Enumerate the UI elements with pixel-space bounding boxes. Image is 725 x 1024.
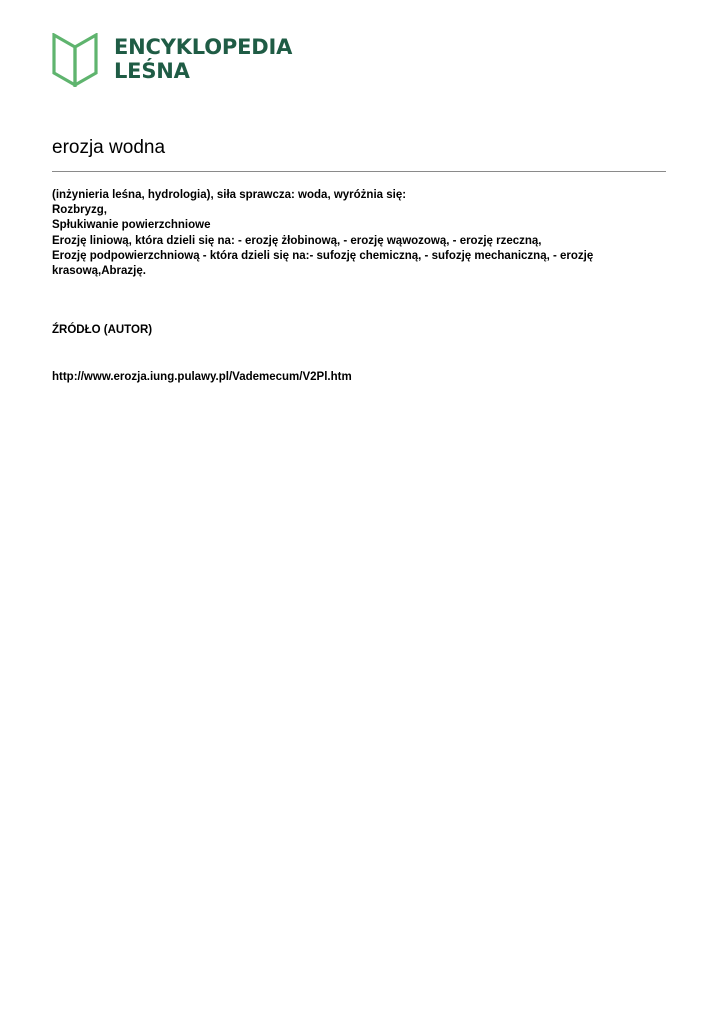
article-body <box>52 188 666 279</box>
article-line: Erozję podpowierzchniową - która dzieli się na:- sufozję chemiczną, - sufozję mechaniczną, - erozję krasową,Abrazję. <box>52 249 594 278</box>
book-icon <box>52 33 98 87</box>
article-line: Rozbryzg, <box>52 204 107 217</box>
article-line: (inżynieria leśna, hydrologia), siła sprawcza: woda, wyróżnia się: <box>52 189 407 201</box>
source-link[interactable]: http://www.erozja.iung.pulawy.pl/Vademecum/V2Pl.htm <box>52 371 352 383</box>
logo-wordmark <box>114 35 292 83</box>
logo-line-1: ENCYKLOPEDIA <box>114 35 293 59</box>
page-title: erozja wodna <box>52 137 166 158</box>
logo-line-2: LEŚNA <box>114 59 190 83</box>
source-heading: ŹRÓDŁO (AUTOR) <box>52 324 153 336</box>
article-line: Spłukiwanie powierzchniowe <box>52 219 211 232</box>
site-logo[interactable] <box>52 33 292 89</box>
title-divider <box>52 171 666 172</box>
article-line: Erozję liniową, która dzieli się na: - erozję żłobinową, - erozję wąwozową, - erozję rzeczną, <box>52 234 542 247</box>
